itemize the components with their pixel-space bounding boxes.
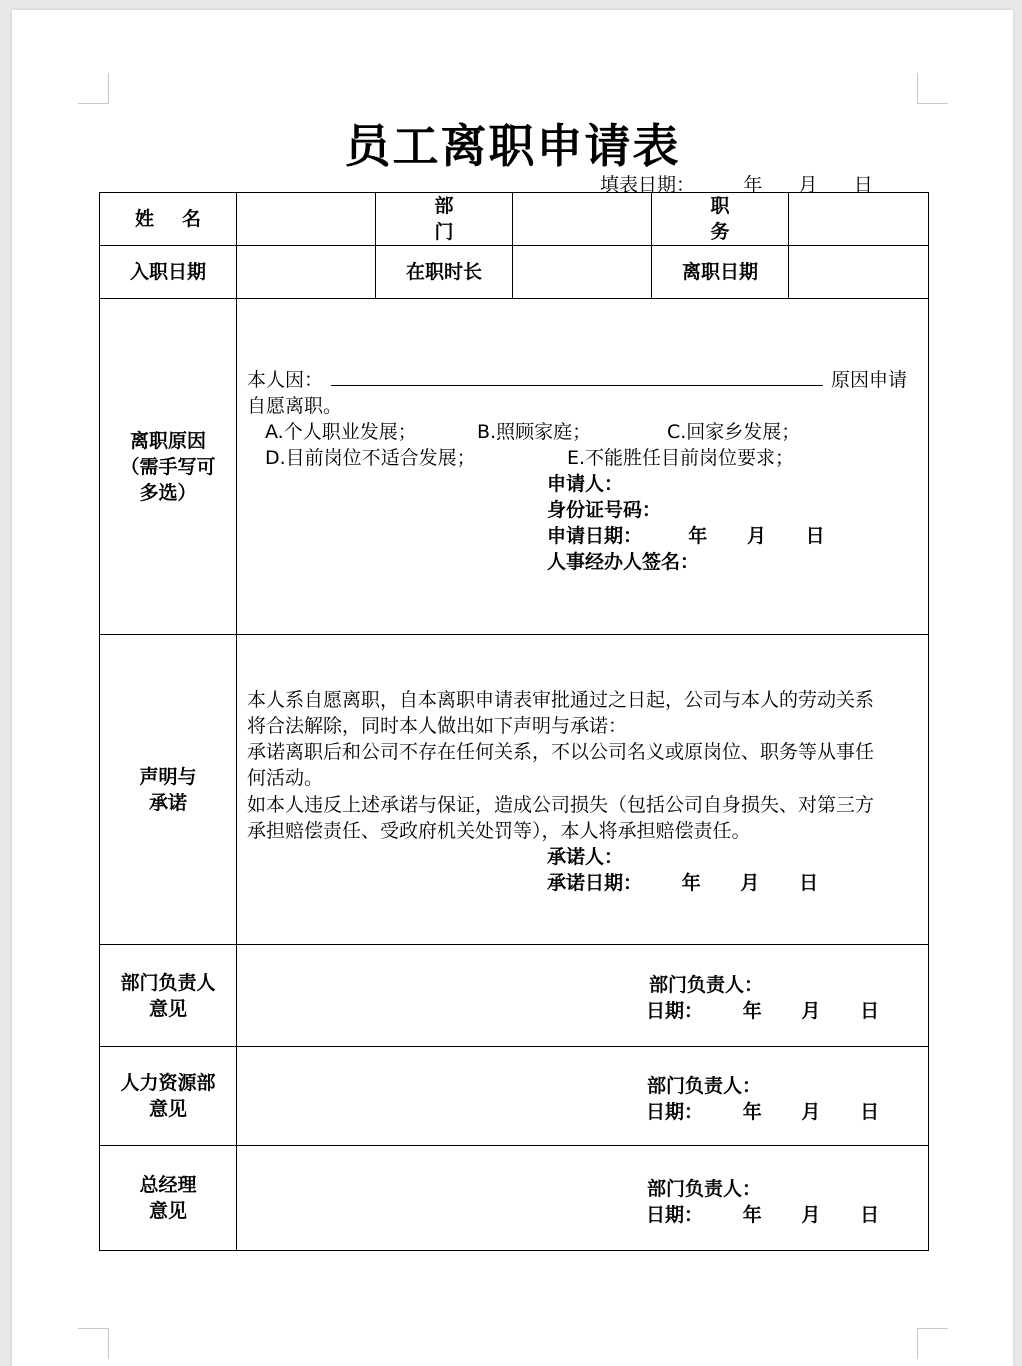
dept-opinion-content[interactable] xyxy=(237,945,929,1047)
leave-date-label: 离职日期 xyxy=(652,246,789,299)
reason-label-line1: 离职原因 xyxy=(129,429,206,452)
name-label: 姓名 xyxy=(100,193,237,246)
gm-opinion-label-line1: 总经理 xyxy=(139,1174,197,1196)
gm-opinion-label xyxy=(100,1146,237,1251)
hr-opinion-date: 日期： 年 月 日 xyxy=(646,1101,880,1123)
option-d[interactable]: D.目前岗位不适合发展； xyxy=(265,447,476,469)
statement-label-line2: 承诺 xyxy=(148,791,187,814)
resignation-form-table xyxy=(99,192,929,1251)
option-b[interactable]: B.照顾家庭； xyxy=(477,421,592,443)
option-a[interactable]: A.个人职业发展； xyxy=(265,421,417,443)
statement-line4: 何活动。 xyxy=(247,767,324,789)
reason-blank-line[interactable] xyxy=(331,367,823,386)
dept-opinion-date: 日期： 年 月 日 xyxy=(646,1000,880,1022)
reason-content[interactable] xyxy=(237,299,929,635)
option-e[interactable]: E.不能胜任目前岗位要求； xyxy=(567,447,795,469)
position-input-cell[interactable] xyxy=(789,193,929,246)
crop-mark-top-right xyxy=(917,73,948,104)
statement-line5: 如本人违反上述承诺与保证，造成公司损失（包括公司自身损失、对第三方 xyxy=(247,794,875,816)
dept-opinion-label-line2: 意见 xyxy=(148,997,187,1020)
reason-prefix: 本人因： xyxy=(247,369,324,391)
statement-line3: 承诺离职后和公司不存在任何关系，不以公司名义或原岗位、职务等从事任 xyxy=(247,741,875,763)
apply-date-label: 申请日期： 年 月 日 xyxy=(547,525,825,547)
gm-opinion-label-line2: 意见 xyxy=(148,1200,187,1222)
gm-opinion-date: 日期： 年 月 日 xyxy=(646,1204,880,1226)
statement-line1: 本人系自愿离职，自本离职申请表审批通过之日起，公司与本人的劳动关系 xyxy=(247,689,875,711)
leave-date-input-cell[interactable] xyxy=(789,246,929,299)
reason-line1 xyxy=(247,365,907,392)
crop-mark-top-left xyxy=(78,73,109,104)
statement-label-line1: 声明与 xyxy=(139,765,197,788)
statement-label xyxy=(100,635,237,945)
id-number-label: 身份证号码： xyxy=(547,499,662,521)
department-input-cell[interactable] xyxy=(513,193,652,246)
hr-opinion-label-line2: 意见 xyxy=(148,1098,187,1120)
tenure-label: 在职时长 xyxy=(376,246,513,299)
crop-mark-bottom-left xyxy=(78,1328,109,1359)
hr-opinion-label-line1: 人力资源部 xyxy=(120,1072,216,1094)
crop-mark-bottom-right xyxy=(917,1328,948,1359)
statement-line6: 承担赔偿责任、受政府机关处罚等），本人将承担赔偿责任。 xyxy=(247,820,751,842)
gm-opinion-content[interactable] xyxy=(237,1146,929,1251)
tenure-input-cell[interactable] xyxy=(513,246,652,299)
department-label: 部门 xyxy=(376,193,513,246)
dept-opinion-label-line1: 部门负责人 xyxy=(120,971,216,994)
hr-opinion-signer: 部门负责人： xyxy=(647,1075,762,1097)
reason-label xyxy=(100,299,237,635)
name-input-cell[interactable] xyxy=(237,193,376,246)
document-page xyxy=(12,10,1013,1366)
hr-opinion-label xyxy=(100,1047,237,1146)
applicant-label: 申请人： xyxy=(547,473,624,495)
reason-line2: 自愿离职。 xyxy=(247,395,343,417)
hr-opinion-content[interactable] xyxy=(237,1047,929,1146)
reason-label-line3: 多选） xyxy=(139,481,197,504)
reason-label-line2: （需手写可 xyxy=(120,455,216,478)
position-label: 职务 xyxy=(652,193,789,246)
statement-line2: 将合法解除，同时本人做出如下声明与承诺： xyxy=(247,715,628,737)
reason-suffix: 原因申请 xyxy=(831,369,908,391)
statement-content xyxy=(237,635,929,945)
option-c[interactable]: C.回家乡发展； xyxy=(667,421,801,443)
dept-opinion-signer: 部门负责人： xyxy=(649,974,764,996)
form-title: 员工离职申请表 xyxy=(344,119,681,173)
hire-date-label: 入职日期 xyxy=(100,246,237,299)
hire-date-input-cell[interactable] xyxy=(237,246,376,299)
promisor-label: 承诺人： xyxy=(547,846,624,868)
promise-date-label: 承诺日期： 年 月 日 xyxy=(547,872,819,894)
dept-opinion-label xyxy=(100,945,237,1047)
gm-opinion-signer: 部门负责人： xyxy=(647,1178,762,1200)
hr-signature-label: 人事经办人签名： xyxy=(547,551,700,573)
fill-date: 填表日期： 年 月 日 xyxy=(600,174,873,196)
